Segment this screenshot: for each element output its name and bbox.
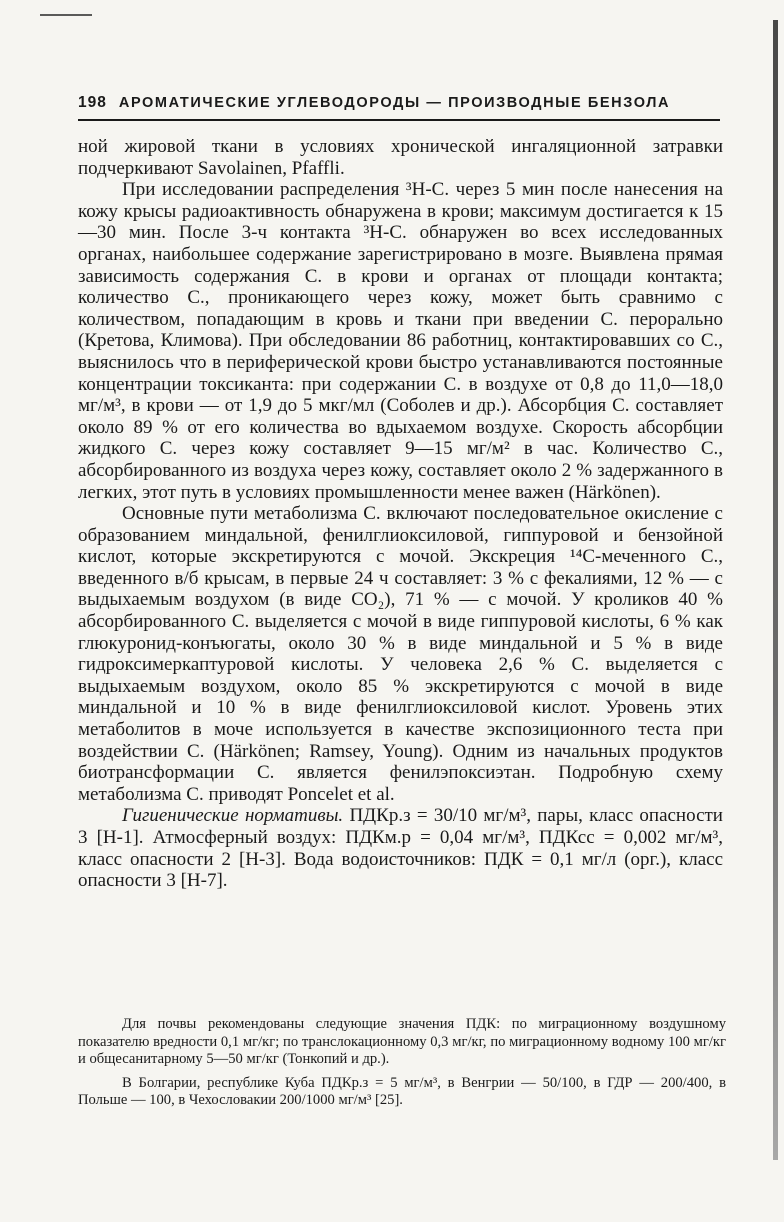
main-text	[78, 136, 723, 892]
page-number: 198	[78, 94, 107, 111]
small-print-countries: В Болгарии, республике Куба ПДКр.з = 5 мг/м³, в Венгрии — 50/100, в ГДР — 200/400, в Польше — 100, в Чехословакии 200/1000 мг/м³ [25].	[78, 1074, 726, 1108]
small-print-soil: Для почвы рекомендованы следующие значения ПДК: по миграционному воздушному показателю вредности 0,1 мг/кг; по транслокационному 0,3 мг/кг, по миграционному водному 100 мг/кг и общесанитарному 5—50 мг/кг (Тонкопий и др.).	[78, 1016, 726, 1067]
scan-edge-artifact	[773, 20, 778, 1160]
norms-text: ПДКр.з = 30/10 мг/м³, пары, класс опасности 3 [Н-1]. Атмосферный воздух: ПДКм.р = 0,04 мг/м³, ПДКсс = 0,002 мг/м³, класс опасности 2 [Н-3]. Вода водоисточников: ПДК = 0,1 мг/л (орг.), класс опасности 3 [Н-7].	[78, 805, 723, 892]
scan-artifact	[40, 14, 92, 16]
header-rule	[78, 119, 720, 121]
page-header	[78, 94, 718, 112]
norms-heading: Гигиенические нормативы.	[122, 805, 344, 827]
paragraph-metabolism: Основные пути метаболизма С. включают последовательное окисление с образованием миндальной, фенилглиоксиловой, гиппуровой и бензойной кислот, которые экскретируются с мочой. Экскреция ¹⁴С-меченного С., введенного в/б крысам, в первые 24 ч составляет: 3 % с фекалиями, 12 % — с выдыхаемым воздухом (в виде CO₂), 71 % — с мочой. У кроликов 40 % абсорбированного С. выделяется с мочой в виде гиппуровой кислоты, 6 % как глюкуронид-конъюгаты, около 30 % в виде миндальной и 5 % в виде гидроксимеркаптуровой кислоты. У человека 2,6 % С. выделяется с выдыхаемым воздухом, около 85 % экскретируются с мочой в виде миндальной и 10 % в виде фенилглиоксиловой кислот. Уровень этих метаболитов в моче используется в качестве экспозиционного теста при воздействии С. (Härkönen; Ramsey, Young). Одним из начальных продуктов биотрансформации С. является фенилэпоксиэтан. Подробную схему метаболизма С. приводят Poncelet et al.	[78, 503, 723, 805]
paragraph-distribution: При исследовании распределения ³H-С. через 5 мин после нанесения на кожу крысы радиоактивность обнаружена в крови; максимум достигается к 15—30 мин. После 3-ч контакта ³H-С. обнаружен во всех исследованных органах, наибольшее содержание зарегистрировано в мозге. Выявлена прямая зависимость содержания С. в крови и органах от площади контакта; количество С., проникающего через кожу, может быть сравнимо с количеством, попадающим в кровь и ткани при введении С. перорально (Кретова, Климова). При обследовании 86 работниц, контактировавших со С., выяснилось что в периферической крови быстро устанавливаются постоянные концентрации токсиканта: при содержании С. в воздухе от 0,8 до 11,0—18,0 мг/м³, в крови — от 1,9 до 5 мкг/мл (Соболев и др.). Абсорбция С. составляет около 89 % от его количества во вдыхаемом воздухе. Скорость абсорбции жидкого С. через кожу составляет 9—15 мг/м² в час. Количество С., абсорбированного из воздуха через кожу, составляет около 2 % задержанного в легких, этот путь в условиях промышленности менее важен (Härkönen).	[78, 179, 723, 503]
paragraph-continuation: ной жировой ткани в условиях хронической ингаляционной затравки подчеркивают Savolainen, Pfaffli.	[78, 136, 723, 179]
paragraph-norms	[78, 805, 723, 891]
small-print	[78, 1016, 726, 1110]
running-title: АРОМАТИЧЕСКИЕ УГЛЕВОДОРОДЫ — ПРОИЗВОДНЫЕ БЕНЗОЛА	[118, 95, 671, 111]
